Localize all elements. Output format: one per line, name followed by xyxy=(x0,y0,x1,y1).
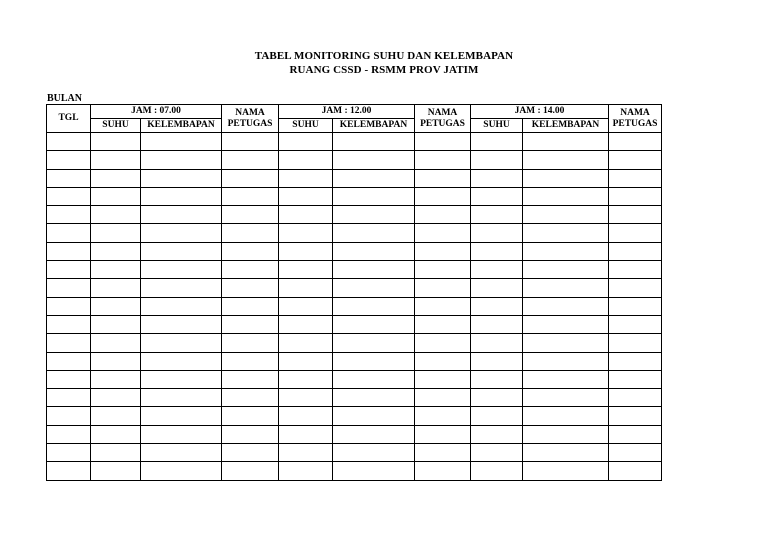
table-cell[interactable] xyxy=(415,261,471,279)
table-cell[interactable] xyxy=(141,352,222,370)
table-cell[interactable] xyxy=(523,444,609,462)
table-cell[interactable] xyxy=(471,261,523,279)
table-cell[interactable] xyxy=(415,169,471,187)
table-cell[interactable] xyxy=(91,315,141,333)
table-cell[interactable] xyxy=(91,407,141,425)
table-row xyxy=(47,407,662,425)
table-cell[interactable] xyxy=(141,334,222,352)
table-cell[interactable] xyxy=(141,187,222,205)
table-cell[interactable] xyxy=(609,151,662,169)
table-cell[interactable] xyxy=(471,389,523,407)
table-cell[interactable] xyxy=(141,133,222,151)
table-cell[interactable] xyxy=(47,224,91,242)
kelembapan-header: KELEMBAPAN xyxy=(333,119,415,133)
table-cell[interactable] xyxy=(91,352,141,370)
table-cell[interactable] xyxy=(47,462,91,480)
table-cell[interactable] xyxy=(523,169,609,187)
table-cell[interactable] xyxy=(222,169,279,187)
table-cell[interactable] xyxy=(91,261,141,279)
table-cell[interactable] xyxy=(47,389,91,407)
table-cell[interactable] xyxy=(222,425,279,443)
table-cell[interactable] xyxy=(471,187,523,205)
table-cell[interactable] xyxy=(91,133,141,151)
table-cell[interactable] xyxy=(333,407,415,425)
table-cell[interactable] xyxy=(91,206,141,224)
table-cell[interactable] xyxy=(609,224,662,242)
table-cell[interactable] xyxy=(141,242,222,260)
table-cell[interactable] xyxy=(523,151,609,169)
table-cell[interactable] xyxy=(141,206,222,224)
table-cell[interactable] xyxy=(47,261,91,279)
table-cell[interactable] xyxy=(471,151,523,169)
table-cell[interactable] xyxy=(279,315,333,333)
petugas-label: PETUGAS xyxy=(612,118,658,129)
table-cell[interactable] xyxy=(91,425,141,443)
table-cell[interactable] xyxy=(222,187,279,205)
table-cell[interactable] xyxy=(222,242,279,260)
table-cell[interactable] xyxy=(279,133,333,151)
table-row xyxy=(47,206,662,224)
jam-1400-header: JAM : 14.00 xyxy=(471,105,609,119)
table-cell[interactable] xyxy=(523,224,609,242)
jam-0700-header: JAM : 07.00 xyxy=(91,105,222,119)
table-cell[interactable] xyxy=(47,187,91,205)
table-cell[interactable] xyxy=(91,389,141,407)
table-cell[interactable] xyxy=(141,151,222,169)
table-cell[interactable] xyxy=(279,297,333,315)
table-cell[interactable] xyxy=(609,370,662,388)
table-row xyxy=(47,462,662,480)
table-cell[interactable] xyxy=(279,261,333,279)
table-cell[interactable] xyxy=(333,444,415,462)
table-cell[interactable] xyxy=(91,169,141,187)
table-row xyxy=(47,261,662,279)
table-cell[interactable] xyxy=(279,169,333,187)
table-cell[interactable] xyxy=(141,370,222,388)
table-cell[interactable] xyxy=(523,187,609,205)
table-row xyxy=(47,224,662,242)
table-cell[interactable] xyxy=(415,224,471,242)
table-cell[interactable] xyxy=(47,425,91,443)
table-cell[interactable] xyxy=(141,444,222,462)
table-cell[interactable] xyxy=(333,279,415,297)
table-cell[interactable] xyxy=(141,261,222,279)
table-cell[interactable] xyxy=(609,352,662,370)
table-cell[interactable] xyxy=(222,279,279,297)
table-cell[interactable] xyxy=(222,462,279,480)
nama-petugas-header-1 xyxy=(222,105,279,133)
table-cell[interactable] xyxy=(333,370,415,388)
table-cell[interactable] xyxy=(415,297,471,315)
table-cell[interactable] xyxy=(279,206,333,224)
table-cell[interactable] xyxy=(141,407,222,425)
table-cell[interactable] xyxy=(471,462,523,480)
table-cell[interactable] xyxy=(415,370,471,388)
table-cell[interactable] xyxy=(47,206,91,224)
table-cell[interactable] xyxy=(471,279,523,297)
table-cell[interactable] xyxy=(141,389,222,407)
kelembapan-header: KELEMBAPAN xyxy=(141,119,222,133)
table-cell[interactable] xyxy=(333,297,415,315)
table-cell[interactable] xyxy=(415,352,471,370)
table-cell[interactable] xyxy=(279,279,333,297)
table-cell[interactable] xyxy=(333,462,415,480)
table-cell[interactable] xyxy=(91,279,141,297)
table-cell[interactable] xyxy=(141,315,222,333)
table-cell[interactable] xyxy=(609,242,662,260)
table-cell[interactable] xyxy=(609,169,662,187)
table-cell[interactable] xyxy=(471,444,523,462)
table-cell[interactable] xyxy=(91,444,141,462)
table-cell[interactable] xyxy=(279,334,333,352)
table-cell[interactable] xyxy=(47,444,91,462)
table-cell[interactable] xyxy=(471,297,523,315)
table-cell[interactable] xyxy=(91,462,141,480)
table-cell[interactable] xyxy=(47,279,91,297)
table-cell[interactable] xyxy=(523,206,609,224)
table-cell[interactable] xyxy=(222,352,279,370)
table-cell[interactable] xyxy=(91,242,141,260)
table-cell[interactable] xyxy=(47,334,91,352)
table-cell[interactable] xyxy=(47,151,91,169)
table-cell[interactable] xyxy=(279,187,333,205)
table-cell[interactable] xyxy=(222,151,279,169)
petugas-label: PETUGAS xyxy=(227,118,273,129)
table-cell[interactable] xyxy=(609,389,662,407)
table-cell[interactable] xyxy=(279,462,333,480)
table-row xyxy=(47,169,662,187)
table-cell[interactable] xyxy=(523,462,609,480)
table-cell[interactable] xyxy=(609,261,662,279)
table-cell[interactable] xyxy=(91,224,141,242)
nama-label: NAMA xyxy=(235,107,265,118)
table-cell[interactable] xyxy=(609,279,662,297)
table-cell[interactable] xyxy=(523,279,609,297)
table-cell[interactable] xyxy=(279,407,333,425)
table-cell[interactable] xyxy=(471,425,523,443)
table-cell[interactable] xyxy=(523,389,609,407)
table-cell[interactable] xyxy=(47,352,91,370)
table-cell[interactable] xyxy=(609,407,662,425)
nama-petugas-header-2 xyxy=(415,105,471,133)
table-cell[interactable] xyxy=(415,407,471,425)
table-cell[interactable] xyxy=(609,297,662,315)
table-cell[interactable] xyxy=(333,169,415,187)
monitoring-table xyxy=(46,104,662,481)
table-cell[interactable] xyxy=(415,279,471,297)
table-cell[interactable] xyxy=(47,407,91,425)
table-cell[interactable] xyxy=(415,187,471,205)
table-row xyxy=(47,370,662,388)
table-cell[interactable] xyxy=(333,261,415,279)
suhu-header: SUHU xyxy=(91,119,141,133)
table-row xyxy=(47,444,662,462)
table-cell[interactable] xyxy=(471,315,523,333)
table-cell[interactable] xyxy=(91,334,141,352)
table-cell[interactable] xyxy=(471,407,523,425)
table-cell[interactable] xyxy=(47,315,91,333)
table-row xyxy=(47,279,662,297)
table-cell[interactable] xyxy=(609,187,662,205)
table-cell[interactable] xyxy=(47,169,91,187)
table-row xyxy=(47,352,662,370)
table-cell[interactable] xyxy=(415,444,471,462)
table-cell[interactable] xyxy=(415,462,471,480)
document-subtitle: RUANG CSSD - RSMM PROV JATIM xyxy=(289,64,479,76)
table-cell[interactable] xyxy=(333,224,415,242)
table-cell[interactable] xyxy=(279,370,333,388)
document-title: TABEL MONITORING SUHU DAN KELEMBAPAN xyxy=(254,50,514,62)
table-cell[interactable] xyxy=(91,151,141,169)
table-cell[interactable] xyxy=(222,315,279,333)
suhu-header: SUHU xyxy=(471,119,523,133)
table-cell[interactable] xyxy=(279,444,333,462)
table-cell[interactable] xyxy=(47,242,91,260)
table-cell[interactable] xyxy=(333,151,415,169)
table-cell[interactable] xyxy=(47,297,91,315)
tgl-header: TGL xyxy=(47,105,91,133)
table-cell[interactable] xyxy=(415,151,471,169)
table-cell[interactable] xyxy=(141,462,222,480)
table-row xyxy=(47,425,662,443)
table-cell[interactable] xyxy=(471,370,523,388)
table-cell[interactable] xyxy=(279,389,333,407)
table-cell[interactable] xyxy=(91,297,141,315)
table-cell[interactable] xyxy=(523,133,609,151)
table-cell[interactable] xyxy=(279,242,333,260)
table-cell[interactable] xyxy=(333,315,415,333)
table-cell[interactable] xyxy=(222,334,279,352)
petugas-label: PETUGAS xyxy=(420,118,465,129)
table-cell[interactable] xyxy=(415,315,471,333)
table-cell[interactable] xyxy=(333,389,415,407)
bulan-label: BULAN xyxy=(47,93,83,104)
table-cell[interactable] xyxy=(333,187,415,205)
table-cell[interactable] xyxy=(523,242,609,260)
table-cell[interactable] xyxy=(141,169,222,187)
table-row xyxy=(47,187,662,205)
table-cell[interactable] xyxy=(523,407,609,425)
suhu-header: SUHU xyxy=(279,119,333,133)
table-cell[interactable] xyxy=(415,242,471,260)
jam-1200-header: JAM : 12.00 xyxy=(279,105,415,119)
table-row xyxy=(47,389,662,407)
table-body xyxy=(47,133,662,481)
table-cell[interactable] xyxy=(523,334,609,352)
table-cell[interactable] xyxy=(141,279,222,297)
nama-petugas-header-3 xyxy=(609,105,662,133)
nama-label: NAMA xyxy=(620,107,650,118)
table-row xyxy=(47,297,662,315)
table-cell[interactable] xyxy=(333,334,415,352)
table-cell[interactable] xyxy=(471,133,523,151)
table-cell[interactable] xyxy=(471,169,523,187)
table-row xyxy=(47,242,662,260)
table-cell[interactable] xyxy=(222,370,279,388)
table-cell[interactable] xyxy=(141,297,222,315)
table-cell[interactable] xyxy=(471,206,523,224)
table-cell[interactable] xyxy=(279,151,333,169)
table-cell[interactable] xyxy=(609,133,662,151)
table-cell[interactable] xyxy=(415,389,471,407)
table-cell[interactable] xyxy=(222,261,279,279)
table-cell[interactable] xyxy=(471,224,523,242)
table-cell[interactable] xyxy=(222,224,279,242)
table-cell[interactable] xyxy=(333,352,415,370)
table-cell[interactable] xyxy=(222,206,279,224)
table-cell[interactable] xyxy=(523,370,609,388)
table-row xyxy=(47,315,662,333)
table-cell[interactable] xyxy=(523,261,609,279)
table-cell[interactable] xyxy=(47,370,91,388)
table-cell[interactable] xyxy=(415,334,471,352)
table-cell[interactable] xyxy=(415,206,471,224)
table-cell[interactable] xyxy=(47,133,91,151)
table-cell[interactable] xyxy=(91,187,141,205)
table-cell[interactable] xyxy=(141,425,222,443)
table-row xyxy=(47,334,662,352)
table-cell[interactable] xyxy=(609,206,662,224)
table-cell[interactable] xyxy=(333,242,415,260)
table-cell[interactable] xyxy=(523,297,609,315)
table-cell[interactable] xyxy=(523,425,609,443)
table-cell[interactable] xyxy=(523,352,609,370)
table-cell[interactable] xyxy=(609,444,662,462)
table-cell[interactable] xyxy=(523,315,609,333)
table-cell[interactable] xyxy=(333,133,415,151)
table-cell[interactable] xyxy=(609,462,662,480)
table-cell[interactable] xyxy=(471,334,523,352)
table-cell[interactable] xyxy=(415,425,471,443)
table-cell[interactable] xyxy=(471,242,523,260)
table-cell[interactable] xyxy=(609,315,662,333)
table-cell[interactable] xyxy=(222,133,279,151)
table-cell[interactable] xyxy=(279,352,333,370)
table-cell[interactable] xyxy=(333,425,415,443)
table-cell[interactable] xyxy=(222,407,279,425)
table-cell[interactable] xyxy=(222,297,279,315)
table-cell[interactable] xyxy=(609,425,662,443)
table-row xyxy=(47,133,662,151)
table-cell[interactable] xyxy=(609,334,662,352)
table-cell[interactable] xyxy=(279,224,333,242)
kelembapan-header: KELEMBAPAN xyxy=(523,119,609,133)
table-cell[interactable] xyxy=(471,352,523,370)
table-cell[interactable] xyxy=(141,224,222,242)
table-cell[interactable] xyxy=(415,133,471,151)
table-cell[interactable] xyxy=(222,444,279,462)
table-cell[interactable] xyxy=(222,389,279,407)
nama-label: NAMA xyxy=(427,107,458,118)
table-cell[interactable] xyxy=(279,425,333,443)
table-row xyxy=(47,151,662,169)
table-cell[interactable] xyxy=(333,206,415,224)
table-cell[interactable] xyxy=(91,370,141,388)
